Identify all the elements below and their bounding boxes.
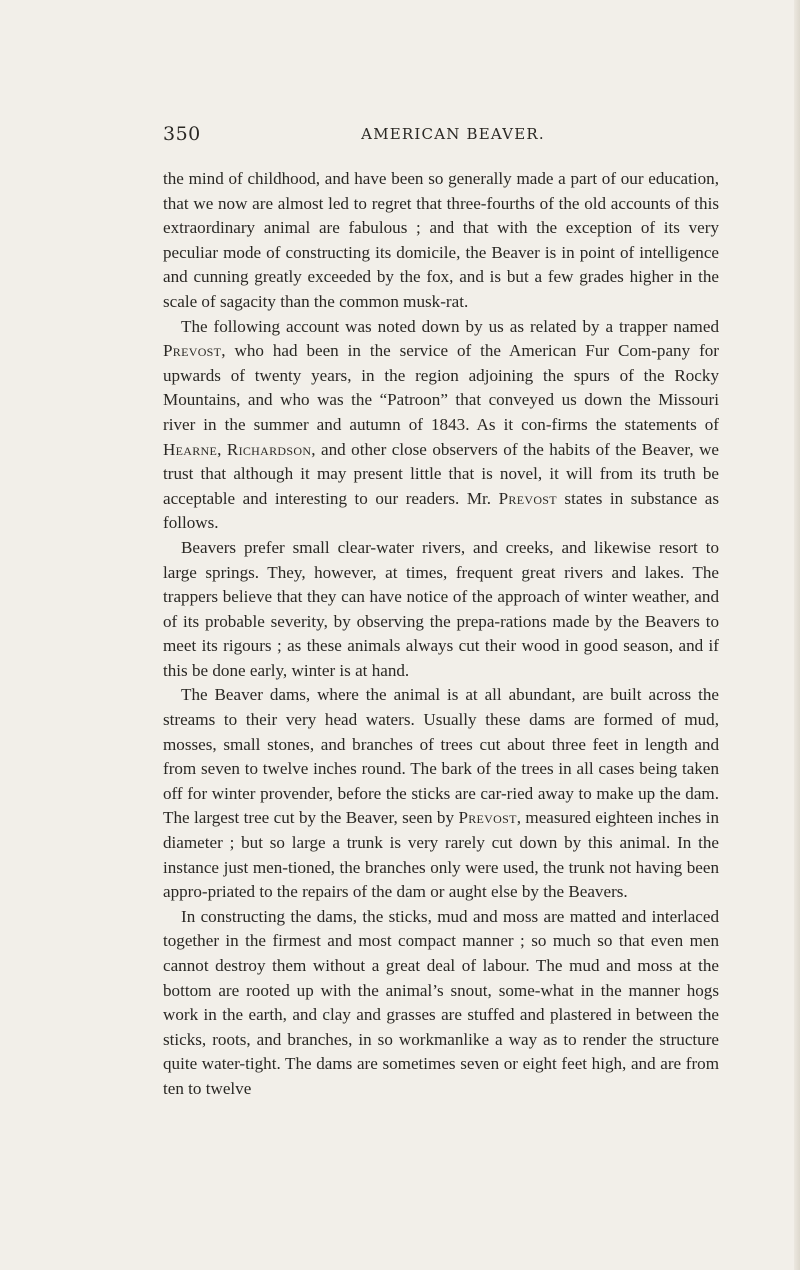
person-name: Prevost [163, 341, 222, 361]
text-run: states in substance as follows. [163, 488, 719, 533]
text-run: The Beaver dams, where the animal is at all abundant, are built across the streams to their very head waters. Usually these dams are formed of mud, mosses, small stones, and branches of trees cut about three feet in length and from seven to twelve inches round. The bark of the trees in all cases being taken off for winter provender, before the sticks are car-ried away to make up the dam. The largest tree cut by the Beaver, seen by [163, 685, 719, 828]
person-name: Prevost [498, 488, 557, 508]
text-run: The following account was noted down by us as related by a trapper named [181, 316, 719, 336]
paragraph-1: the mind of childhood, and have been so generally made a part of our education, that we now are almost led to regret that three-fourths of the old accounts of this extraordinary animal are fabulous ; and that with the exception of its very peculiar mode of constructing its domicile, the Beaver is in point of intelligence and cunning greatly exceeded by the fox, and is but a few grades higher in the scale of sagacity than the common musk-rat. [163, 169, 719, 311]
running-title: AMERICAN BEAVER. [361, 125, 545, 143]
text-run: , and other close observers of the habits of the Beaver, we trust that although it may present little that is novel, it will from its truth be acceptable and interesting to our readers. Mr. [163, 439, 719, 508]
page-number: 350 [163, 123, 201, 145]
paragraph-2 [163, 315, 719, 536]
paragraph-3: Beavers prefer small clear-water rivers, and creeks, and likewise resort to large springs. They, however, at times, frequent great rivers and lakes. The trappers believe that they can have notice of the approach of winter weather, and of its probable severity, by observing the prepa-rations made by the Beavers to meet its rigours ; as these animals always cut their wood in good season, and if this be done early, winter is at hand. [163, 537, 719, 680]
paragraph-4 [163, 683, 719, 904]
person-name: Hearne [163, 439, 218, 459]
page-edge [794, 0, 800, 1270]
person-name: Richardson [226, 439, 312, 459]
paragraph-5: In constructing the dams, the sticks, mud and moss are matted and interlaced together in the firmest and most compact manner ; so much so that even men cannot destroy them without a great deal of labour. The mud and moss at the bottom are rooted up with the animal’s snout, some-what in the manner hogs work in the earth, and clay and grasses are stuffed and plastered in between the sticks, roots, and branches, in so workmanlike a way as to render the structure quite water-tight. The dams are sometimes seven or eight feet high, and are from ten to twelve [163, 906, 719, 1098]
person-name: Prevost [458, 808, 517, 828]
text-run: , who had been in the service of the American Fur Com-pany for upwards of twenty years, in the region adjoining the spurs of the Rocky Mountains, and who was the “Patroon” that conveyed us down the Missouri river in the summer and autumn of 1843. As it con-firms the statements of [163, 341, 719, 434]
text-run: , [217, 439, 227, 459]
text-run: , measured eighteen inches in diameter ; but so large a trunk is very rarely cut down by this animal. In the instance just men-tioned, the branches only were used, the trunk not having been appro-priated to the repairs of the dam or aught else by the Beavers. [163, 808, 719, 902]
body-text [163, 167, 719, 1102]
page-header [163, 123, 719, 153]
